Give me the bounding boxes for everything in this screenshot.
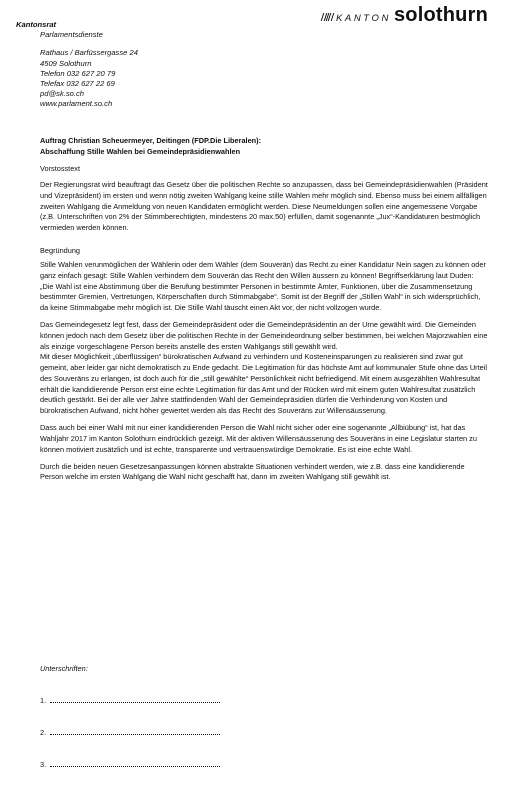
kanton-solothurn-logo (322, 4, 488, 27)
sender-telefax: Telefax 032 627 22 69 (40, 79, 115, 89)
begruendung-paragraph-4: Dass auch bei einer Wahl mit nur einer kandidierenden Person die Wahl nicht sicher oder eine sogenannte „Allbiübung“ ist, hat das Wahljahr 2017 im Kanton Solothurn eindrücklich gezeigt. Mit der aktiven Willensäusserung des Souveräns in eine Legislatur starten zu können motiviert zusätzlich und ist echte, transparente und vertrauenswürdige Demokratie. Es ist eine echte Wahl. (40, 423, 477, 454)
vorstoss-label: Vorstosstext (40, 164, 80, 174)
sender-city: 4509 Solothurn (40, 58, 92, 68)
sender-address-block (16, 20, 138, 110)
signature-field[interactable] (50, 696, 220, 703)
logo-city-text: solothurn (393, 4, 488, 26)
signature-line-3[interactable] (40, 760, 220, 769)
sender-org: Kantonsrat (16, 20, 57, 29)
begruendung-paragraph-1: Stille Wahlen verunmöglichen der Wählerin oder dem Wähler (dem Souverän) das Recht zu einer Kandidatur Nein sagen zu können oder ganz einfach gesagt: Stille Wahlen verhindern dem Souverän das Recht den Willen äussern zu können! Begriffserklärung laut Duden: „Die Wahl ist eine Abstimmung über die Berufung bestimmter Personen in bestimmte Ämter, Funktionen, über die Zusammensetzung bestimmter Gremien, Vertretungen, Körperschaften durch Stimmabgabe“. Somit ist der Begriff der „Stillen Wahl“ in sich widersprüchlich, da keine Stimmabgabe mehr möglich ist. Die Stille Wahl täuscht einen Akt vor, der nicht vollzogen wurde. (40, 260, 486, 313)
begruendung-paragraph-5: Durch die beiden neuen Gesetzesanpassungen können abstrakte Situationen verhindert werden, wie z.B. dass eine kandidierende Person welche im ersten Wahlgang die Wahl nicht geschafft hat, dann im zweiten Wahlgang still gewählt ist. (40, 461, 465, 482)
sender-email[interactable]: pd@sk.so.ch (40, 89, 85, 99)
begruendung-label: Begründung (40, 245, 81, 255)
sender-street: Rathaus / Barfüssergasse 24 (40, 48, 138, 58)
document-title-line-2: Abschaffung Stille Wahlen bei Gemeindepräsidienwahlen (40, 146, 241, 156)
signature-number: 3. (40, 760, 47, 769)
vorstoss-text: Der Regierungsrat wird beauftragt das Gesetz über die politischen Rechte so anzupassen, dass bei Gemeindepräsidienwahlen (Präsident und Vizepräsident) im ersten und wenn nötig zweiten Wahlgang keine stille Wahlen mehr möglich sind. Ebenso muss bei einem allfälligen zweiten Wahlgang die Anmeldung von neuen Kandidaten ermöglicht werden. Diese Neumeldungen sollen eine angemessene Vorgabe (z.B. Unterschriften von 2% der Stimmberechtigten, mindestens 20 max.50) erfüllen, damit sogenannte „Jux“-Kandidaturen bestmöglich vermieden werden können. (40, 180, 488, 232)
document-title-line-1: Auftrag Christian Scheuermeyer, Deitingen (FDP.Die Liberalen): (40, 136, 262, 145)
signature-number: 1. (40, 696, 47, 705)
signatures-label: Unterschriften: (40, 664, 88, 673)
logo-stripes-icon (322, 13, 332, 21)
signature-line-1[interactable] (40, 696, 220, 705)
sender-website[interactable]: www.parlament.so.ch (40, 99, 113, 109)
signature-line-2[interactable] (40, 728, 220, 737)
logo-kanton-text: KANTON (335, 13, 391, 24)
sender-dept: Parlamentsdienste (40, 30, 103, 40)
begruendung-paragraph-2: Das Gemeindegesetz legt fest, dass der Gemeindepräsident oder die Gemeindepräsidentin an der Urne gewählt wird. Die Gemeinden können jedoch nach dem Gesetz über die politischen Rechte in der Gemeindeordnung selber bestimmen, bei welchen Majorzwahlen eine als einzige vorgeschlagene Person bereits anstelle des ersten Wahlgangs still gewählt wird. (40, 320, 488, 351)
document-body (40, 136, 488, 490)
signature-number: 2. (40, 728, 47, 737)
signature-field[interactable] (50, 760, 220, 767)
sender-telefon: Telefon 032 627 20 79 (40, 68, 116, 78)
signature-field[interactable] (50, 728, 220, 735)
begruendung-paragraph-3: Mit dieser Möglichkeit „überflüssigen“ bürokratischen Aufwand zu verhindern und Kosteneinsparungen zu realisieren sind zwar gut gemeint, aber leider gar nicht demokratisch zu Ende gedacht. Die Legitimation für das höchste Amt auf kommunaler Stufe ohne das Urteil des Souveräns zu erlangen, ist doch auch für die „still gewählte“ Persönlichkeit nicht befriedigend. Mit einem ausgezählten Wahlresultat erhält die kandidierende Person erst eine echte Legitimation für das Amt und der Rücken wird mit einem guten Wahlresultat zusätzlich deutlich gestärkt. Bei der alle vier Jahre stattfindenden Wahl der Gemeindepräsidien dürfen die Verhinderung von Kosten und bürokratischen Aufwand, nicht höher gewertet werden als das Recht des Souveräns zur Willensäusserung. (40, 352, 487, 415)
